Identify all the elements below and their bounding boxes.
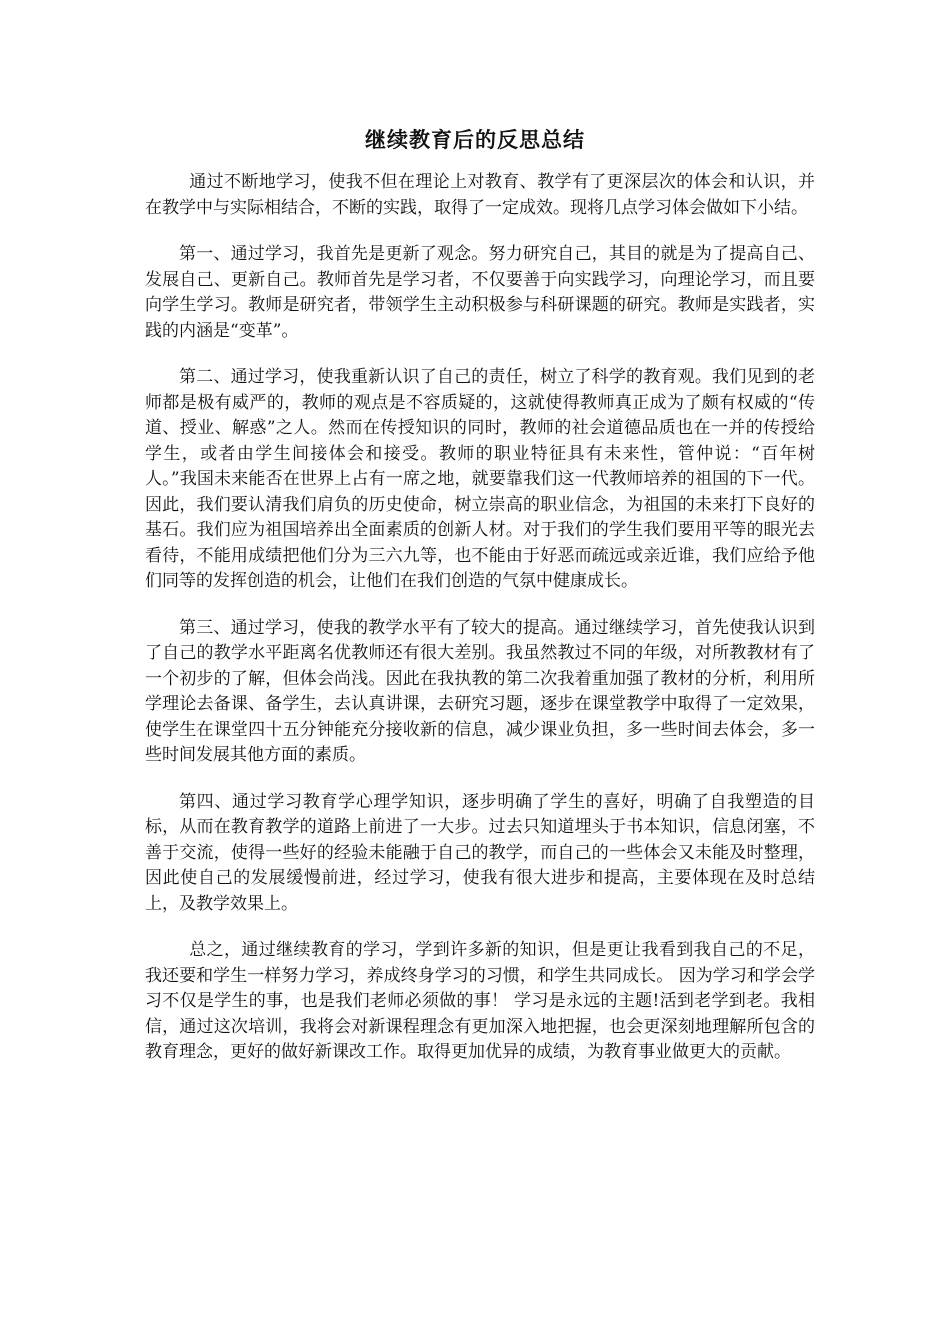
paragraph-third-point: 第三、通过学习，使我的教学水平有了较大的提高。通过继续学习，首先使我认识到了自己的教学水平距离名优教师还有很大差别。我虽然教过不同的年级，对所教教材有了一个初步的了解，但体会尚浅。因此在我执教的第二次我着重加强了教材的分析，利用所学理论去备课、备学生，去认真讲课，去研究习题，逐步在课堂教学中取得了一定效果，使学生在课堂四十五分钟能充分接收新的信息，减少课业负担，多一些时间去体会，多一些时间发展其他方面的素质。: [145, 617, 815, 765]
paragraph-second-point: 第二、通过学习，使我重新认识了自己的责任，树立了科学的教育观。我们见到的老师都是极有威严的，教师的观点是不容质疑的，这就使得教师真正成为了颇有权威的“传道、授业、解惑”之人。然而在传授知识的同时，教师的社会道德品质也在一并的传授给学生，或者由学生间接体会和接受。教师的职业特征具有未来性，管仲说：“百年树人。”我国未来能否在世界上占有一席之地，就要靠我们这一代教师培养的祖国的下一代。因此，我们要认清我们肩负的历史使命，树立崇高的职业信念，为祖国的未来打下良好的基石。我们应为祖国培养出全面素质的创新人材。对于我们的学生我们要用平等的眼光去看待，不能用成绩把他们分为三六九等，也不能由于好恶而疏远或亲近谁，我们应给予他们同等的发挥创造的机会，让他们在我们创造的气氛中健康成长。: [145, 367, 815, 591]
paragraph-conclusion: 总之，通过继续教育的学习，学到许多新的知识，但是更让我看到我自己的不足，我还要和学生一样努力学习，养成终身学习的习惯，和学生共同成长。 因为学习和学会学习不仅是学生的事，也是我们老师必须做的事！ 学习是永远的主题!活到老学到老。我相信，通过这次培训，我将会对新课程理念有更加深入地把握，也会更深刻地理解所包含的教育理念，更好的做好新课改工作。取得更加优异的成绩，为教育事业做更大的贡献。: [145, 940, 815, 1062]
document-title: 继续教育后的反思总结: [365, 128, 585, 152]
paragraph-fourth-point: 第四、通过学习教育学心理学知识，逐步明确了学生的喜好，明确了自我塑造的目标，从而在教育教学的道路上前进了一大步。过去只知道埋头于书本知识，信息闭塞，不善于交流，使得一些好的经验未能融于自己的教学，而自己的一些体会又未能及时整理，因此使自己的发展缓慢前进，经过学习，使我有很大进步和提高，主要体现在及时总结上，及教学效果上。: [145, 791, 815, 914]
paragraph-intro: 通过不断地学习，使我不但在理论上对教育、教学有了更深层次的体会和认识，并在教学中与实际相结合，不断的实践，取得了一定成效。现将几点学习体会做如下小结。: [145, 172, 815, 218]
paragraph-first-point: 第一、通过学习，我首先是更新了观念。努力研究自己，其目的就是为了提高自己、发展自己、更新自己。教师首先是学习者，不仅要善于向实践学习，向理论学习，而且要向学生学习。教师是研究者，带领学生主动积极参与科研课题的研究。教师是实践者，实践的内涵是“变革”。: [145, 244, 815, 341]
document-body: [145, 170, 815, 1087]
